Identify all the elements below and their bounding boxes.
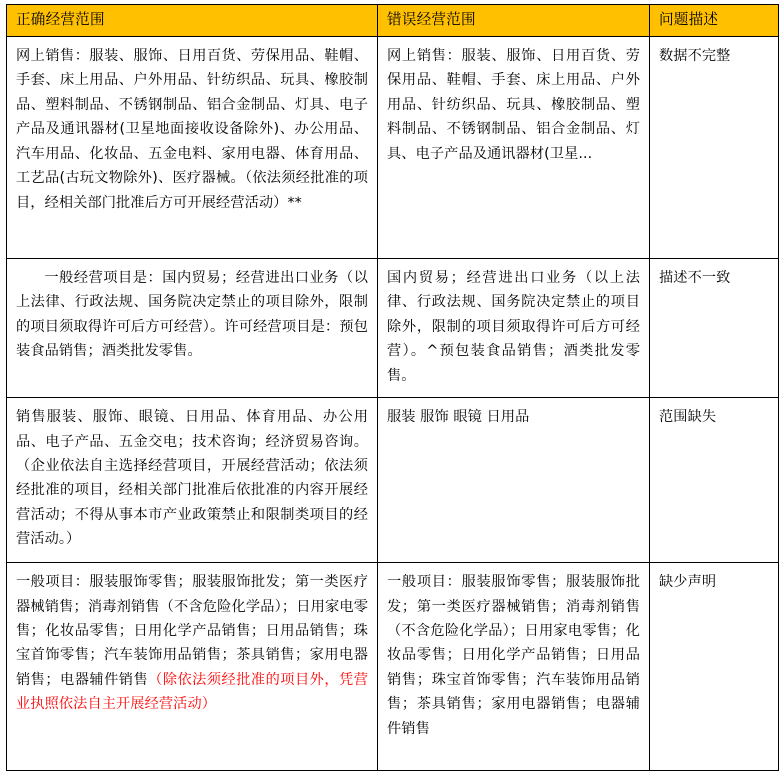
cell-correct-scope xyxy=(7,563,378,771)
column-header-wrong-scope: 错误经营范围 xyxy=(378,5,650,37)
cell-issue-description xyxy=(650,398,779,563)
column-header-correct-scope: 正确经营范围 xyxy=(7,5,378,37)
issue-description-text: 描述不一致 xyxy=(659,270,731,286)
cell-wrong-scope xyxy=(378,259,650,398)
correct-scope-warning-text: （除依法须经批准的项目外，凭营业执照依法自主开展经营活动） xyxy=(16,671,368,713)
wrong-scope-text: 一般项目：服装服饰零售；服装服饰批发；第一类医疗器械销售；消毒剂销售（不含危险化学品）；日用家电零售；化妆品零售；日用化学产品销售；日用品销售；珠宝首饰零售；汽车装饰用品销售；茶具销售；家用电器销售；电器辅件销售 xyxy=(387,574,640,737)
column-header-issue-description: 问题描述 xyxy=(650,5,779,37)
wrong-scope-text: 国内贸易；经营进出口业务（以上法律、行政法规、国务院决定禁止的项目除外，限制的项目须取得许可后方可经营）。^预包装食品销售；酒类批发零售。 xyxy=(387,270,640,384)
cell-wrong-scope xyxy=(378,398,650,563)
cell-wrong-scope xyxy=(378,563,650,771)
cell-issue-description xyxy=(650,563,779,771)
business-scope-comparison-table xyxy=(6,4,779,771)
issue-description-text: 缺少声明 xyxy=(659,574,717,591)
issue-description-text: 范围缺失 xyxy=(659,409,717,426)
document-sheet xyxy=(0,4,782,779)
table-row xyxy=(7,37,779,259)
correct-scope-text: 一般经营项目是：国内贸易；经营进出口业务（以上法律、行政法规、国务院决定禁止的项目除外，限制的项目须取得许可后方可经营）。许可经营项目是：预包装食品销售；酒类批发零售。 xyxy=(16,270,368,360)
issue-description-text: 数据不完整 xyxy=(659,48,731,64)
cell-issue-description xyxy=(650,259,779,398)
table-row xyxy=(7,398,779,563)
correct-scope-text: 销售服装、服饰、眼镜、日用品、体育用品、办公用品、电子产品、五金交电；技术咨询；经济贸易咨询。（企业依法自主选择经营项目，开展经营活动；依法须经批准的项目，经相关部门批准后依批准的内容开展经营活动；不得从事本市产业政策禁止和限制类项目的经营活动。） xyxy=(16,409,368,548)
cell-correct-scope xyxy=(7,259,378,398)
correct-scope-text: 网上销售：服装、服饰、日用百货、劳保用品、鞋帽、手套、床上用品、户外用品、针纺织品、玩具、橡胶制品、塑料制品、不锈钢制品、铝合金制品、灯具、电子产品及通讯器材(卫星地面接收设备除外)、办公用品、汽车用品、化妆品、五金电料、家用电器、体育用品、工艺品(古玩文物除外)、医疗器械。（依法须经批准的项目，经相关部门批准后方可开展经营活动）** xyxy=(16,48,368,211)
cell-correct-scope xyxy=(7,398,378,563)
wrong-scope-text: 网上销售：服装、服饰、日用百货、劳保用品、鞋帽、手套、床上用品、户外用品、针纺织品、玩具、橡胶制品、塑料制品、不锈钢制品、铝合金制品、灯具、电子产品及通讯器材(卫星... xyxy=(387,48,640,162)
table-row xyxy=(7,563,779,771)
cell-wrong-scope xyxy=(378,37,650,259)
table-body xyxy=(7,37,779,771)
wrong-scope-text: 服装 服饰 眼镜 日用品 xyxy=(387,409,530,426)
correct-scope-text: 一般项目：服装服饰零售；服装服饰批发；第一类医疗器械销售；消毒剂销售（不含危险化学品）；日用家电零售；化妆品零售；日用化学产品销售；日用品销售；珠宝首饰零售；汽车装饰用品销售；茶具销售；家用电器销售；电器辅件销售 xyxy=(16,574,368,688)
table-header xyxy=(7,5,779,37)
cell-issue-description xyxy=(650,37,779,259)
cell-correct-scope xyxy=(7,37,378,259)
table-row xyxy=(7,259,779,398)
table-header-row xyxy=(7,5,779,37)
